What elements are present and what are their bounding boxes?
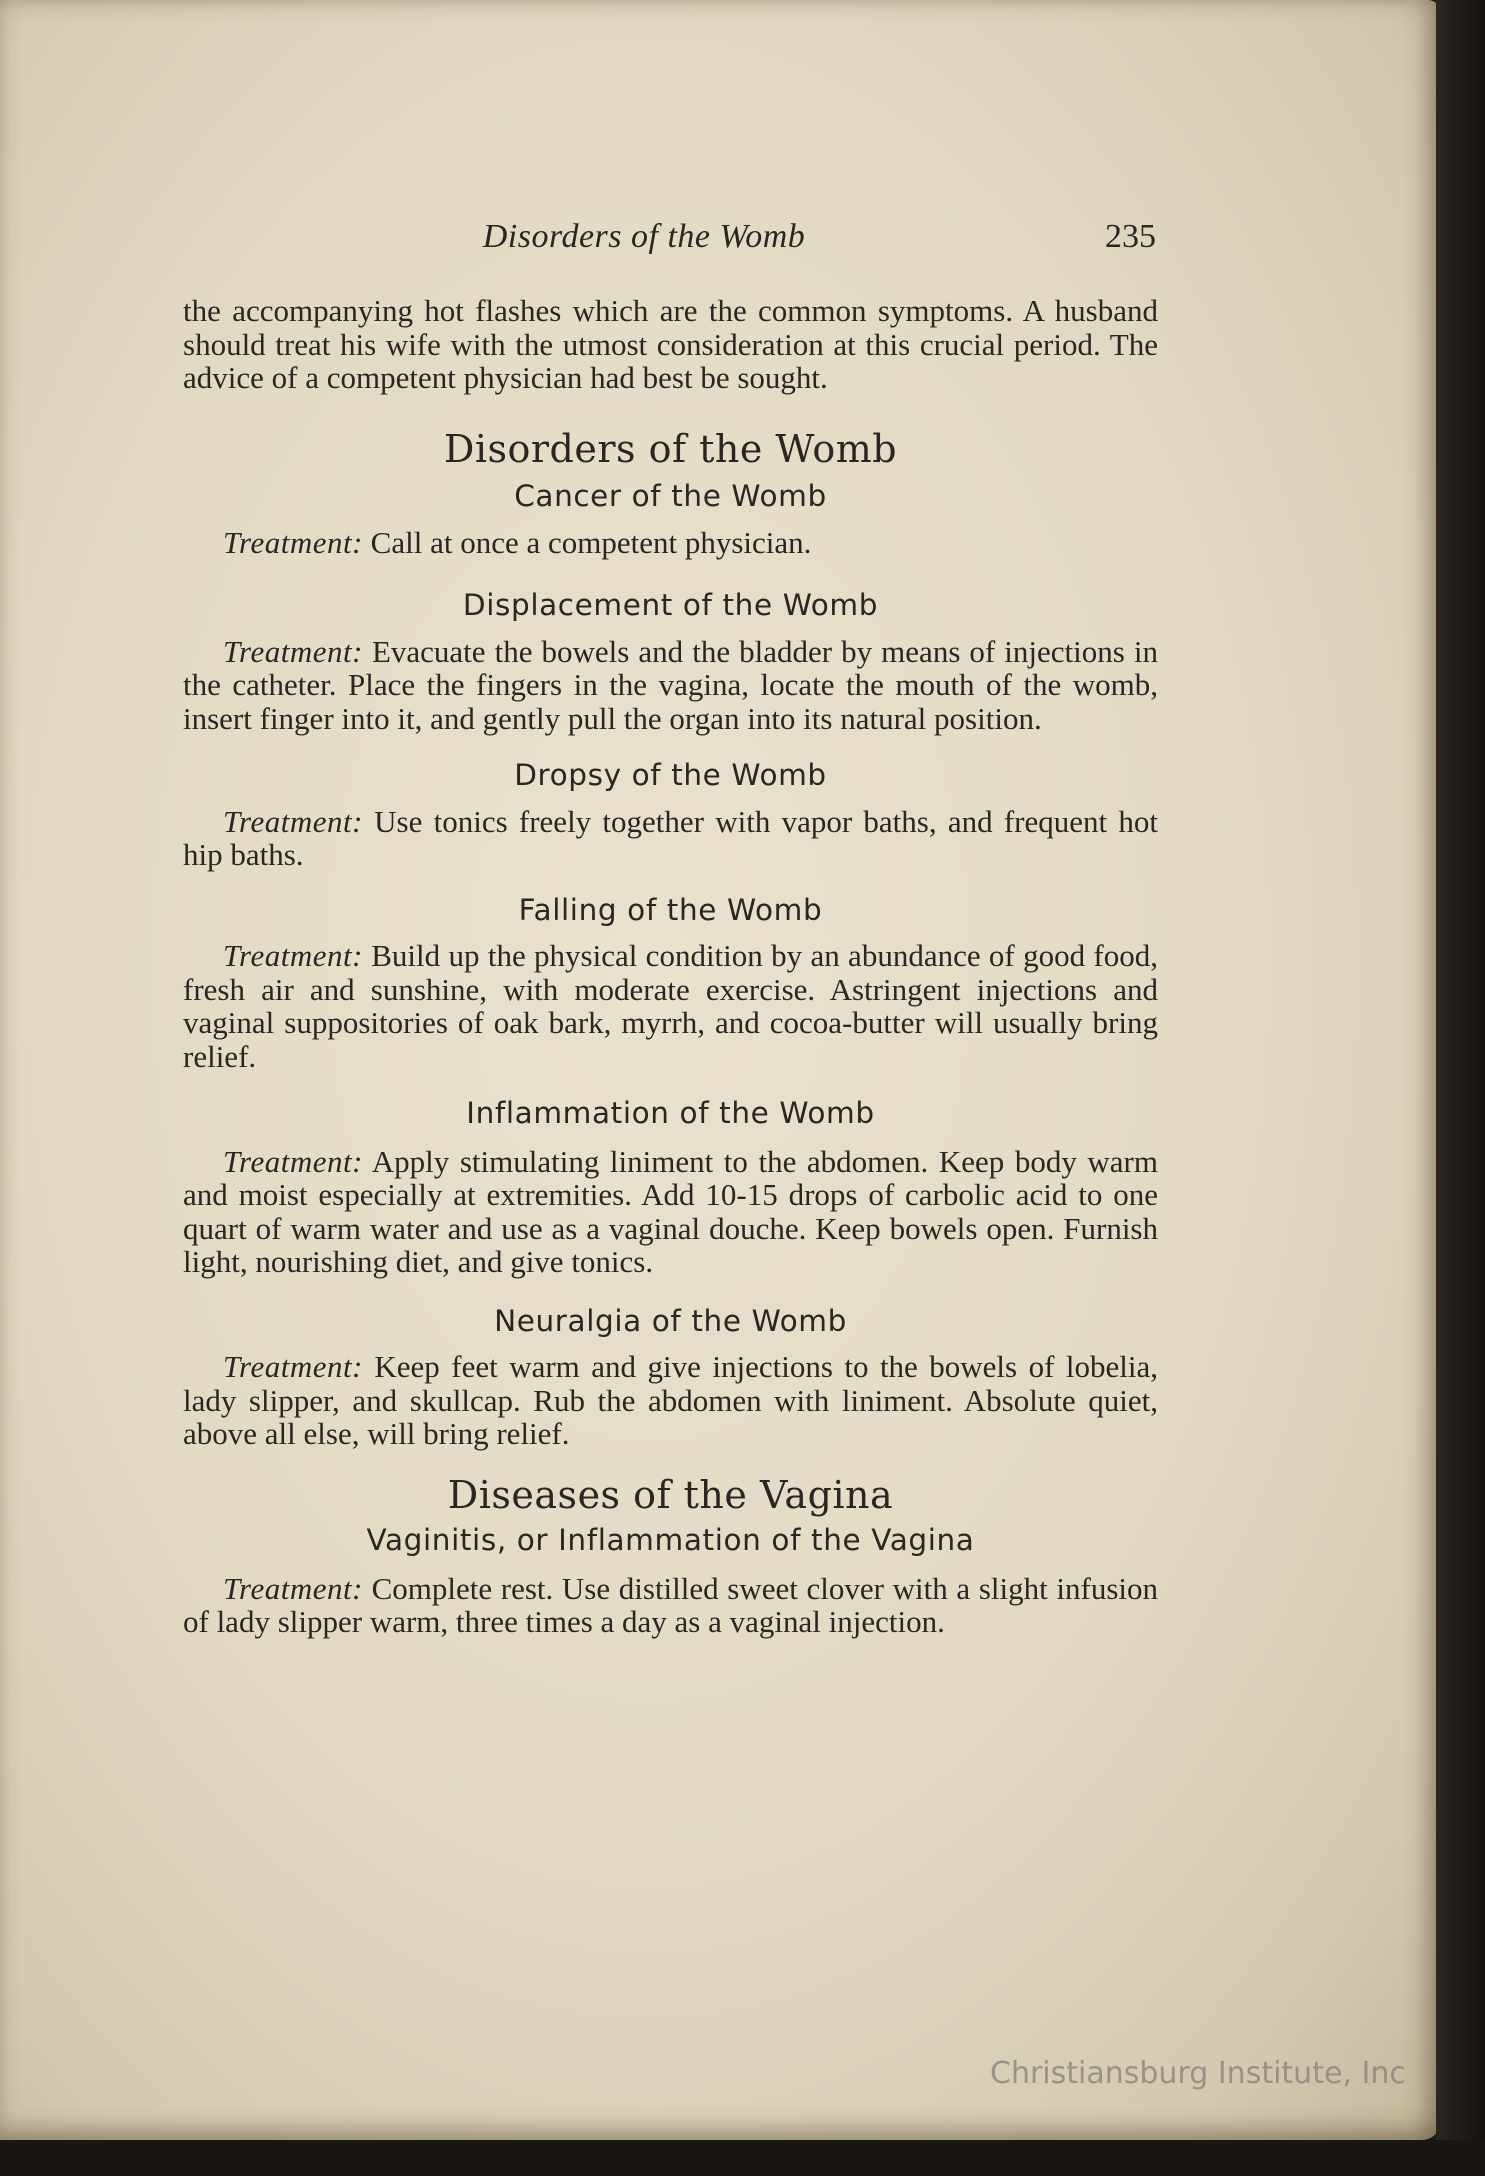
treatment-displacement bbox=[183, 635, 1158, 736]
book-cover-edge bbox=[1436, 0, 1485, 2176]
heading-cancer: Cancer of the Womb bbox=[514, 479, 827, 513]
heading-falling: Falling of the Womb bbox=[518, 892, 823, 927]
treatment-vaginitis bbox=[183, 1572, 1158, 1639]
section-title-womb: Disorders of the Womb bbox=[443, 426, 898, 471]
treatment-label: Treatment: bbox=[223, 1143, 363, 1179]
treatment-dropsy bbox=[183, 805, 1158, 872]
heading-displacement: Displacement of the Womb bbox=[462, 588, 879, 622]
running-head bbox=[183, 220, 1158, 270]
treatment-text: Evacuate the bowels and the bladder by means of injections in the catheter. Place the fingers in the vagina, locate the mouth of the womb, insert finger into it, and gently pull the organ into its natural position. bbox=[183, 633, 1158, 736]
treatment-label: Treatment: bbox=[223, 633, 363, 669]
heading-inflammation: Inflammation of the Womb bbox=[466, 1096, 875, 1130]
treatment-label: Treatment: bbox=[223, 803, 363, 839]
treatment-text: Build up the physical condition by an abundance of good food, fresh air and sunshine, with moderate exercise. Astringent injections and vaginal suppositories of oak bark, myrrh, and cocoa-butter will usually bring relief. bbox=[183, 938, 1159, 1074]
watermark: Christiansburg Institute, Inc bbox=[990, 2056, 1406, 2091]
page-bottom-shadow bbox=[0, 2140, 1485, 2176]
treatment-neuralgia bbox=[183, 1350, 1158, 1451]
heading-dropsy: Dropsy of the Womb bbox=[514, 758, 827, 792]
intro-paragraph: the accompanying hot flashes which are the common symptoms. A husband should treat his wife with the utmost consideration at this crucial period. The advice of a competent physician had best be sought. bbox=[183, 293, 1158, 395]
treatment-falling bbox=[183, 939, 1158, 1073]
page-number: 235 bbox=[1105, 218, 1156, 255]
treatment-inflammation bbox=[183, 1145, 1158, 1279]
treatment-label: Treatment: bbox=[223, 938, 363, 973]
treatment-text: Call at once a competent physician. bbox=[370, 524, 812, 560]
heading-vaginitis: Vaginitis, or Inflammation of the Vagina bbox=[366, 1523, 975, 1557]
section-title-vagina: Diseases of the Vagina bbox=[447, 1472, 894, 1517]
treatment-text: Complete rest. Use distilled sweet clover with a slight infusion of lady slipper warm, three times a day as a vaginal injection. bbox=[183, 1570, 1158, 1639]
treatment-text: Use tonics freely together with vapor baths, and frequent hot hip baths. bbox=[183, 803, 1158, 872]
running-title: Disorders of the Womb bbox=[482, 218, 806, 255]
treatment-text: Keep feet warm and give injections to the bowels of lobelia, lady slipper, and skullcap. Rub the abdomen with liniment. Absolute quiet, above all else, will bring relief. bbox=[183, 1349, 1158, 1451]
treatment-text: Apply stimulating liniment to the abdomen. Keep body warm and moist especially at extremities. Add 10-15 drops of carbolic acid to one quart of warm water and use as a vaginal douche. Keep bowels open. Furnish light, nourishing diet, and give tonics. bbox=[183, 1143, 1158, 1279]
treatment-label: Treatment: bbox=[223, 1570, 363, 1606]
treatment-label: Treatment: bbox=[223, 1349, 363, 1384]
page-content bbox=[183, 220, 1158, 1639]
treatment-cancer bbox=[183, 526, 1158, 560]
treatment-label: Treatment: bbox=[223, 524, 363, 560]
heading-neuralgia: Neuralgia of the Womb bbox=[494, 1303, 847, 1338]
